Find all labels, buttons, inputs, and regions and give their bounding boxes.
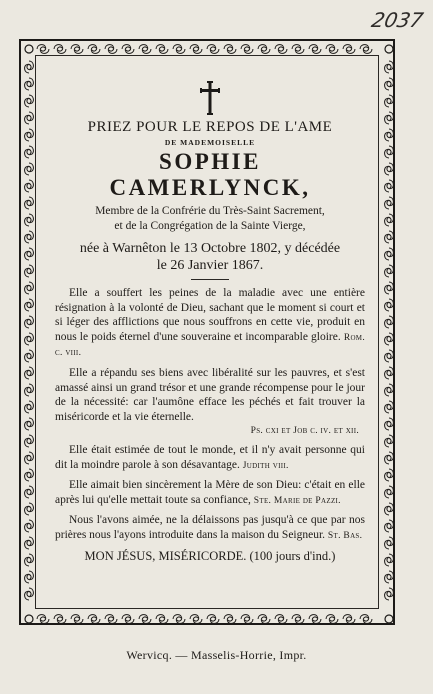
scroll-ornament	[190, 45, 202, 54]
scroll-ornament	[343, 615, 355, 624]
birth-death-line-2: le 26 Janvier 1867.	[156, 258, 264, 273]
scroll-ornament	[385, 78, 394, 90]
paragraph	[55, 286, 365, 361]
scroll-ornament	[343, 45, 355, 54]
scroll-ornament	[385, 214, 394, 226]
card-content	[55, 81, 365, 564]
printer-imprint: Wervicq. — Masselis-Horrie, Impr.	[126, 648, 307, 662]
scroll-ornament	[25, 163, 34, 175]
scroll-ornament	[25, 367, 34, 379]
scroll-ornament	[385, 95, 394, 107]
scroll-ornament	[309, 45, 321, 54]
paragraph-text: Elle aimait bien sincèrement la Mère de son Dieu: c'était en elle après lui qu'elle mettait toute sa confiance,	[55, 479, 365, 506]
scroll-ornament	[139, 615, 151, 624]
scroll-ornament	[224, 615, 236, 624]
scroll-ornament	[258, 615, 270, 624]
scroll-ornament	[275, 615, 287, 624]
scroll-ornament	[385, 265, 394, 277]
scroll-ornament	[207, 45, 219, 54]
scroll-ornament	[25, 265, 34, 277]
scroll-ornament	[385, 537, 394, 549]
scroll-ornament	[385, 350, 394, 362]
scroll-ornament	[258, 45, 270, 54]
scroll-ornament	[190, 615, 202, 624]
paragraph-reference: Judith viii.	[242, 460, 289, 471]
paragraph-text: Elle a répandu ses biens avec libéralité sur les pauvres, et s'est amassé ainsi un grand trésor et une grande récompense pour le jour de la nécessité: car l'aumône efface les péchés et fait trouver la miséricorde et la vie éternelle.	[55, 366, 365, 423]
scroll-ornament	[25, 78, 34, 90]
scroll-ornament	[292, 45, 304, 54]
scroll-ornament	[25, 452, 34, 464]
scroll-ornament	[25, 248, 34, 260]
closing-invocation: MON JÉSUS, MISÉRICORDE. (100 jours d'ind.)	[84, 548, 336, 563]
scroll-ornament	[25, 146, 34, 158]
meditations	[55, 286, 365, 544]
scroll-ornament	[385, 588, 394, 600]
scroll-ornament	[25, 231, 34, 243]
scroll-ornament	[25, 520, 34, 532]
scroll-ornament	[385, 554, 394, 566]
paragraph	[55, 478, 365, 508]
scroll-ornament	[360, 615, 372, 624]
scroll-ornament	[25, 180, 34, 192]
scroll-ornament	[25, 435, 34, 447]
scroll-ornament	[25, 282, 34, 294]
scroll-ornament	[37, 615, 49, 624]
corner-ornament	[385, 615, 393, 623]
corner-ornament	[25, 45, 33, 53]
scroll-ornament	[385, 180, 394, 192]
scroll-ornament	[385, 503, 394, 515]
paragraph-text: Elle était estimée de tout le monde, et il n'y avait personne qui dit la moindre parole à son désavantage.	[55, 443, 365, 471]
scroll-ornament	[37, 45, 49, 54]
corner-ornament	[385, 45, 393, 53]
scroll-ornament	[105, 45, 117, 54]
scroll-ornament	[88, 615, 100, 624]
scroll-ornament	[326, 615, 338, 624]
scroll-ornament	[275, 45, 287, 54]
scroll-ornament	[385, 367, 394, 379]
scroll-ornament	[292, 615, 304, 624]
scroll-ornament	[385, 316, 394, 328]
paragraph-reference: Ps. cxi et Job c. iv. et xii.	[250, 426, 359, 437]
scroll-ornament	[25, 333, 34, 345]
paragraph	[55, 366, 365, 424]
scroll-ornament	[156, 615, 168, 624]
paragraph	[55, 513, 365, 543]
scroll-ornament	[207, 615, 219, 624]
birth-death-line-1: née à Warnêton le 13 Octobre 1802, y décédée	[79, 241, 341, 256]
scroll-ornament	[385, 231, 394, 243]
scroll-ornament	[385, 401, 394, 413]
divider	[191, 279, 229, 280]
scroll-ornament	[25, 197, 34, 209]
scroll-ornament	[241, 615, 253, 624]
scroll-ornament	[54, 615, 66, 624]
scroll-ornament	[385, 112, 394, 124]
scroll-ornament	[105, 615, 117, 624]
paragraph-text: Elle a souffert les peines de la maladie avec une entière résignation à la volonté de Dieu, sachant que le moment si court et si léger des afflictions que nous souffrons en cette vie, produit en nous le poids éternel d'une souveraine et incomparable gloire.	[55, 287, 365, 343]
scroll-ornament	[385, 418, 394, 430]
paragraph-text: Nous l'avons aimée, ne la délaissons pas jusqu'à ce que par nos prières nous l'ayons introduite dans la maison du Seigneur.	[55, 514, 365, 541]
scroll-ornament	[385, 435, 394, 447]
scroll-ornament	[326, 45, 338, 54]
scroll-ornament	[224, 45, 236, 54]
scroll-ornament	[71, 45, 83, 54]
scroll-ornament	[71, 615, 83, 624]
scroll-ornament	[385, 129, 394, 141]
membership-line-2: et de la Congrégation de la Sainte Vierge,	[114, 220, 306, 232]
scroll-ornament	[25, 418, 34, 430]
scroll-ornament	[360, 45, 372, 54]
scroll-ornament	[173, 615, 185, 624]
scroll-ornament	[309, 615, 321, 624]
archive-number: 2037	[369, 8, 426, 32]
corner-ornament	[25, 615, 33, 623]
scroll-ornament	[385, 469, 394, 481]
scroll-ornament	[385, 486, 394, 498]
scroll-ornament	[173, 45, 185, 54]
scroll-ornament	[25, 486, 34, 498]
paragraph-reference: Rom. c. viii.	[55, 332, 366, 359]
paragraph	[55, 443, 365, 473]
scroll-ornament	[25, 299, 34, 311]
scroll-ornament	[385, 282, 394, 294]
scroll-ornament	[385, 384, 394, 396]
scroll-ornament	[122, 45, 134, 54]
ornamental-frame	[19, 39, 395, 625]
paragraph-reference: Ste. Marie de Pazzi.	[253, 495, 341, 506]
scroll-ornament	[385, 452, 394, 464]
scroll-ornament	[88, 45, 100, 54]
scroll-ornament	[385, 299, 394, 311]
scroll-ornament	[122, 615, 134, 624]
pray-line: PRIEZ POUR LE REPOS DE L'AME	[87, 119, 333, 135]
scroll-ornament	[25, 537, 34, 549]
scroll-ornament	[241, 45, 253, 54]
scroll-ornament	[385, 248, 394, 260]
scroll-ornament	[385, 571, 394, 583]
scroll-ornament	[385, 333, 394, 345]
latin-cross-icon	[199, 81, 221, 115]
scroll-ornament	[156, 45, 168, 54]
scroll-ornament	[25, 61, 34, 73]
scroll-ornament	[25, 384, 34, 396]
scroll-ornament	[385, 61, 394, 73]
deceased-name: SOPHIE CAMERLYNCK,	[109, 149, 311, 200]
membership-line-1: Membre de la Confrérie du Très-Saint Sacrement,	[95, 205, 325, 217]
scroll-ornament	[25, 401, 34, 413]
scroll-ornament	[385, 146, 394, 158]
scroll-ornament	[385, 197, 394, 209]
scroll-ornament	[139, 45, 151, 54]
scroll-ornament	[25, 350, 34, 362]
scroll-ornament	[25, 503, 34, 515]
scroll-ornament	[25, 95, 34, 107]
scroll-ornament	[385, 163, 394, 175]
scroll-ornament	[25, 571, 34, 583]
scroll-ornament	[25, 316, 34, 328]
scroll-ornament	[25, 112, 34, 124]
scroll-ornament	[25, 214, 34, 226]
scroll-ornament	[25, 469, 34, 481]
honorific: DE MADEMOISELLE	[164, 138, 256, 147]
scroll-ornament	[25, 588, 34, 600]
scroll-ornament	[25, 129, 34, 141]
scroll-ornament	[54, 45, 66, 54]
scroll-ornament	[25, 554, 34, 566]
paragraph-reference: St. Bas.	[327, 530, 363, 541]
scroll-ornament	[385, 520, 394, 532]
